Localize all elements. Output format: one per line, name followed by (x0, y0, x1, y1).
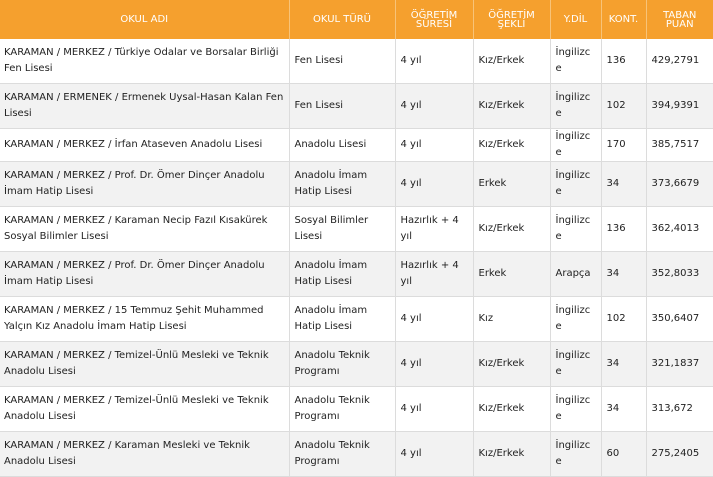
duration-cell: 4 yıl (395, 39, 473, 84)
header-ogretim-sekli-line2: ŞEKLİ (497, 18, 526, 30)
base-score-cell: 429,2791 (646, 39, 713, 84)
language-cell: İngilizce (550, 84, 601, 129)
duration-cell: 4 yıl (395, 387, 473, 432)
school-type-cell: Fen Lisesi (289, 39, 395, 84)
quota-cell: 34 (601, 162, 646, 207)
quota-cell: 60 (601, 432, 646, 477)
quota-cell: 34 (601, 387, 646, 432)
table-row[interactable] (0, 84, 713, 129)
base-score-cell: 275,2405 (646, 432, 713, 477)
header-ogretim-sekli-line1: ÖĞRETİM (488, 9, 535, 21)
school-name-cell: KARAMAN / MERKEZ / Prof. Dr. Ömer Dinçer Anadolu İmam Hatip Lisesi (0, 252, 289, 297)
table-row[interactable] (0, 39, 713, 84)
language-cell: İngilizce (550, 39, 601, 84)
header-ogretim-suresi[interactable] (395, 0, 473, 39)
education-type-cell: Kız/Erkek (473, 39, 550, 84)
base-score-cell: 321,1837 (646, 342, 713, 387)
base-score-cell: 385,7517 (646, 129, 713, 162)
duration-cell: 4 yıl (395, 432, 473, 477)
duration-cell: 4 yıl (395, 162, 473, 207)
table-row[interactable] (0, 387, 713, 432)
quota-cell: 34 (601, 342, 646, 387)
table-row[interactable] (0, 207, 713, 252)
table-row[interactable] (0, 432, 713, 477)
school-name-cell: KARAMAN / MERKEZ / Temizel-Ünlü Mesleki ve Teknik Anadolu Lisesi (0, 387, 289, 432)
school-name-cell: KARAMAN / MERKEZ / Temizel-Ünlü Mesleki ve Teknik Anadolu Lisesi (0, 342, 289, 387)
education-type-cell: Kız/Erkek (473, 129, 550, 162)
quota-cell: 136 (601, 207, 646, 252)
header-kont[interactable]: KONT. (601, 0, 646, 39)
education-type-cell: Kız/Erkek (473, 387, 550, 432)
school-type-cell: Anadolu Lisesi (289, 129, 395, 162)
table-row[interactable] (0, 297, 713, 342)
school-name-cell: KARAMAN / ERMENEK / Ermenek Uysal-Hasan Kalan Fen Lisesi (0, 84, 289, 129)
language-cell: İngilizce (550, 129, 601, 162)
education-type-cell: Kız/Erkek (473, 432, 550, 477)
school-type-cell: Anadolu İmam Hatip Lisesi (289, 297, 395, 342)
school-type-cell: Anadolu Teknik Programı (289, 342, 395, 387)
school-type-cell: Anadolu Teknik Programı (289, 387, 395, 432)
base-score-cell: 313,672 (646, 387, 713, 432)
quota-cell: 170 (601, 129, 646, 162)
header-okul-adi[interactable]: OKUL ADI (0, 0, 289, 39)
school-name-cell: KARAMAN / MERKEZ / Türkiye Odalar ve Borsalar Birliği Fen Lisesi (0, 39, 289, 84)
quota-cell: 136 (601, 39, 646, 84)
header-ogretim-suresi-line1: ÖĞRETİM (410, 9, 458, 21)
header-ydil[interactable]: Y.DİL (550, 0, 601, 39)
table-row[interactable] (0, 162, 713, 207)
education-type-cell: Erkek (473, 162, 550, 207)
language-cell: İngilizce (550, 207, 601, 252)
school-type-cell: Fen Lisesi (289, 84, 395, 129)
header-okul-turu[interactable]: OKUL TÜRÜ (289, 0, 395, 39)
school-name-cell: KARAMAN / MERKEZ / Karaman Necip Fazıl Kısakürek Sosyal Bilimler Lisesi (0, 207, 289, 252)
base-score-cell: 373,6679 (646, 162, 713, 207)
header-taban-puan-line2: PUAN (665, 18, 694, 30)
education-type-cell: Kız/Erkek (473, 84, 550, 129)
quota-cell: 34 (601, 252, 646, 297)
language-cell: Arapça (550, 252, 601, 297)
school-type-cell: Anadolu İmam Hatip Lisesi (289, 162, 395, 207)
header-ogretim-sekli[interactable] (473, 0, 550, 39)
duration-cell: 4 yıl (395, 297, 473, 342)
language-cell: İngilizce (550, 432, 601, 477)
base-score-cell: 350,6407 (646, 297, 713, 342)
school-name-cell: KARAMAN / MERKEZ / Karaman Mesleki ve Teknik Anadolu Lisesi (0, 432, 289, 477)
table-row[interactable] (0, 342, 713, 387)
school-type-cell: Sosyal Bilimler Lisesi (289, 207, 395, 252)
education-type-cell: Kız/Erkek (473, 342, 550, 387)
quota-cell: 102 (601, 84, 646, 129)
table-body (0, 39, 713, 477)
header-ogretim-suresi-line2: SÜRESİ (415, 18, 453, 30)
quota-cell: 102 (601, 297, 646, 342)
header-taban-puan[interactable] (646, 0, 713, 39)
language-cell: İngilizce (550, 387, 601, 432)
base-score-cell: 362,4013 (646, 207, 713, 252)
school-name-cell: KARAMAN / MERKEZ / 15 Temmuz Şehit Muhammed Yalçın Kız Anadolu İmam Hatip Lisesi (0, 297, 289, 342)
table-row[interactable] (0, 252, 713, 297)
school-type-cell: Anadolu Teknik Programı (289, 432, 395, 477)
duration-cell: 4 yıl (395, 342, 473, 387)
duration-cell: 4 yıl (395, 129, 473, 162)
education-type-cell: Erkek (473, 252, 550, 297)
duration-cell: 4 yıl (395, 84, 473, 129)
base-score-cell: 394,9391 (646, 84, 713, 129)
header-taban-puan-line1: TABAN (663, 9, 697, 21)
school-type-cell: Anadolu İmam Hatip Lisesi (289, 252, 395, 297)
duration-cell: Hazırlık + 4 yıl (395, 252, 473, 297)
base-score-cell: 352,8033 (646, 252, 713, 297)
language-cell: İngilizce (550, 342, 601, 387)
table-row[interactable] (0, 129, 713, 162)
school-name-cell: KARAMAN / MERKEZ / Prof. Dr. Ömer Dinçer Anadolu İmam Hatip Lisesi (0, 162, 289, 207)
duration-cell: Hazırlık + 4 yıl (395, 207, 473, 252)
language-cell: İngilizce (550, 162, 601, 207)
language-cell: İngilizce (550, 297, 601, 342)
education-type-cell: Kız/Erkek (473, 207, 550, 252)
table-header-row (0, 0, 713, 39)
education-type-cell: Kız (473, 297, 550, 342)
school-name-cell: KARAMAN / MERKEZ / İrfan Ataseven Anadolu Lisesi (0, 129, 289, 162)
